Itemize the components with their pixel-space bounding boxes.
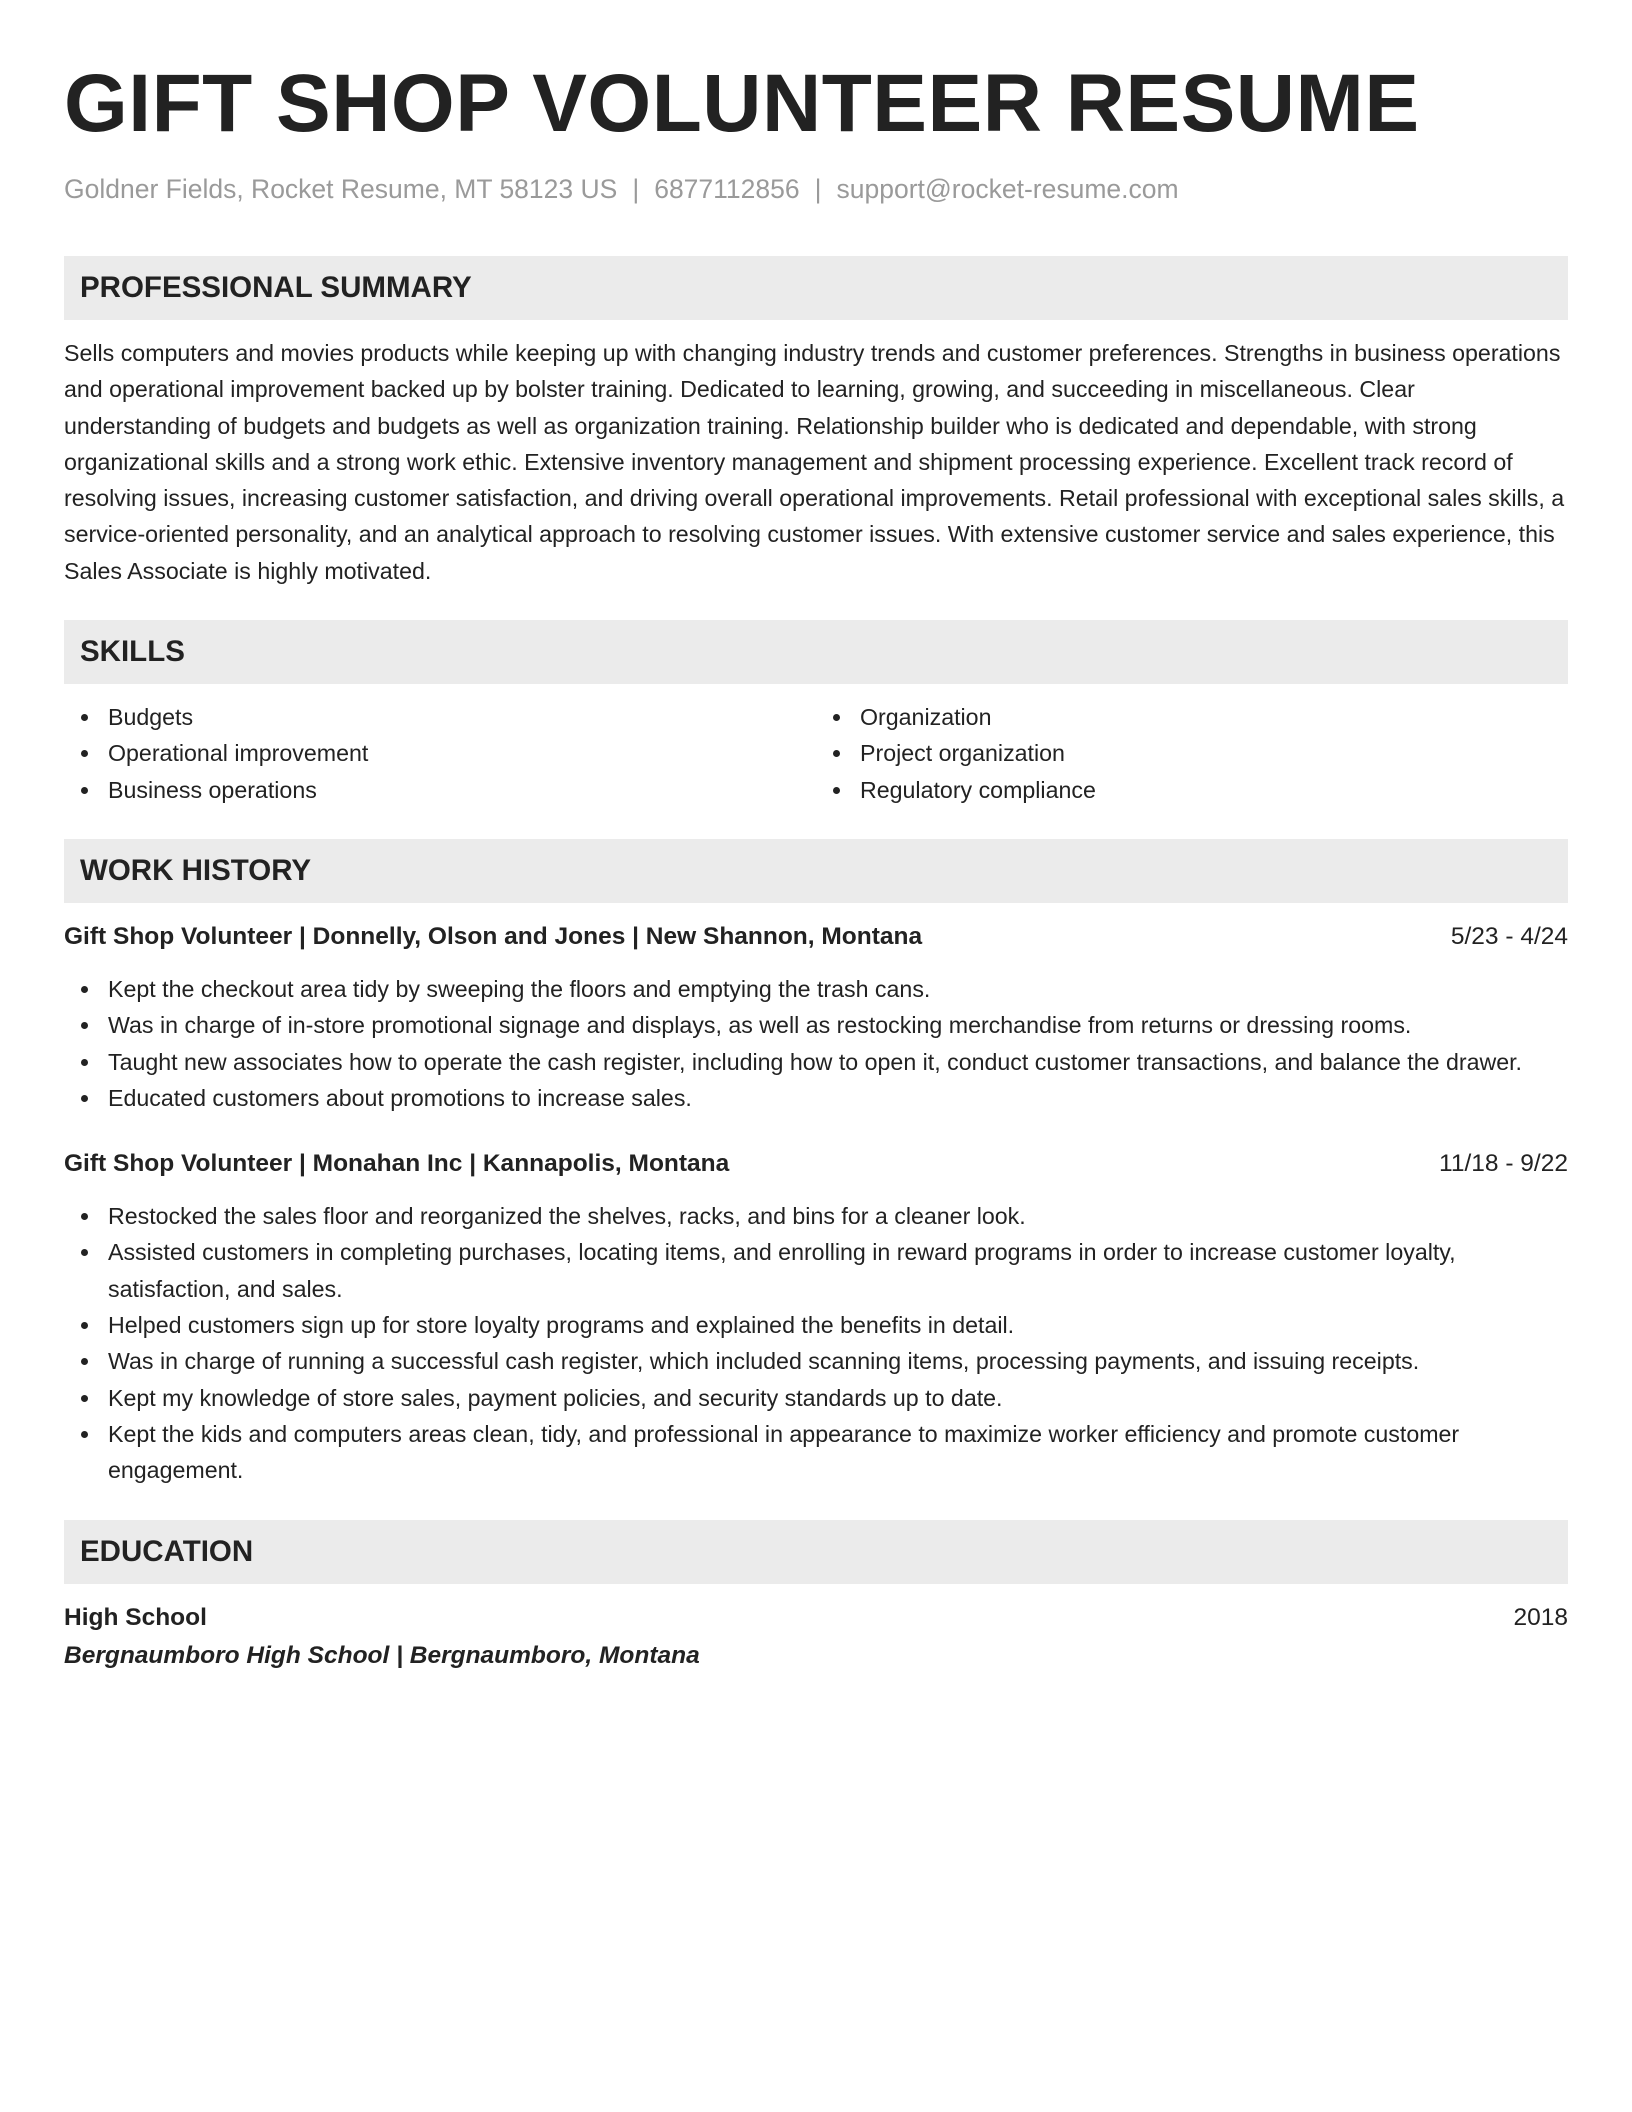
contact-phone: 6877112856	[654, 174, 800, 204]
job-bullet: Taught new associates how to operate the cash register, including how to open it, conduct customer transactions, and balance the drawer.	[64, 1044, 1568, 1080]
skill-item: Project organization	[816, 735, 1568, 771]
job-title: Gift Shop Volunteer | Monahan Inc | Kannapolis, Montana	[64, 1150, 730, 1178]
contact-separator: |	[814, 174, 822, 204]
skill-item: Budgets	[64, 699, 816, 735]
job-bullet: Educated customers about promotions to increase sales.	[64, 1080, 1568, 1116]
skill-item: Organization	[816, 699, 1568, 735]
job-entry	[64, 920, 1568, 1116]
section-header-work-history: WORK HISTORY	[64, 839, 1568, 903]
resume-title: GIFT SHOP VOLUNTEER RESUME	[64, 58, 1420, 149]
job-dates: 5/23 - 4/24	[1450, 922, 1568, 950]
job-bullet: Assisted customers in completing purchases, locating items, and enrolling in reward programs in order to increase customer loyalty, satisfaction, and sales.	[64, 1234, 1568, 1307]
job-title: Gift Shop Volunteer | Donnelly, Olson and Jones | New Shannon, Montana	[64, 922, 923, 950]
job-bullet: Restocked the sales floor and reorganized the shelves, racks, and bins for a cleaner look.	[64, 1198, 1568, 1234]
section-header-skills: SKILLS	[64, 620, 1568, 684]
education-year: 2018	[1513, 1603, 1568, 1631]
section-header-summary: PROFESSIONAL SUMMARY	[64, 256, 1568, 320]
skills-grid	[64, 699, 1568, 808]
contact-line	[64, 172, 1568, 206]
skill-item: Operational improvement	[64, 735, 816, 771]
skills-column-right	[816, 699, 1568, 808]
job-bullet: Kept the kids and computers areas clean, tidy, and professional in appearance to maximize worker efficiency and promote customer engagement.	[64, 1416, 1568, 1489]
job-bullet: Was in charge of running a successful cash register, which included scanning items, processing payments, and issuing receipts.	[64, 1343, 1568, 1379]
job-dates: 11/18 - 9/22	[1439, 1150, 1568, 1178]
contact-address: Goldner Fields, Rocket Resume, MT 58123 US	[64, 174, 618, 204]
section-header-education: EDUCATION	[64, 1520, 1568, 1584]
job-bullets	[64, 971, 1568, 1116]
job-bullet: Helped customers sign up for store loyalty programs and explained the benefits in detail.	[64, 1307, 1568, 1343]
job-bullet: Kept my knowledge of store sales, payment policies, and security standards up to date.	[64, 1380, 1568, 1416]
job-bullets	[64, 1198, 1568, 1488]
job-entry	[64, 1147, 1568, 1488]
summary-text: Sells computers and movies products while keeping up with changing industry trends and customer preferences. Strengths in business operations and operational improvement backed up by bolster training. Dedicated to learning, growing, and succeeding in miscellaneous. Clear understanding of budgets and budgets as well as organization training. Relationship builder who is dedicated and dependable, with strong organizational skills and a strong work ethic. Extensive inventory management and shipment processing experience. Excellent track record of resolving issues, increasing customer satisfaction, and driving overall operational improvements. Retail professional with exceptional sales skills, a service-oriented personality, and an analytical approach to resolving customer issues. With extensive customer service and sales experience, this Sales Associate is highly motivated.	[64, 340, 1565, 584]
contact-separator: |	[632, 174, 640, 204]
skills-column-left	[64, 699, 816, 808]
job-bullet: Was in charge of in-store promotional signage and displays, as well as restocking merchandise from returns or dressing rooms.	[64, 1007, 1568, 1043]
skill-item: Regulatory compliance	[816, 772, 1568, 808]
education-header	[64, 1601, 1568, 1635]
job-header	[64, 920, 1568, 954]
education-school: Bergnaumboro High School | Bergnaumboro, Montana	[64, 1641, 700, 1669]
job-header	[64, 1147, 1568, 1181]
education-entry	[64, 1601, 1568, 1673]
education-degree: High School	[64, 1603, 207, 1631]
skill-item: Business operations	[64, 772, 816, 808]
contact-email: support@rocket-resume.com	[836, 174, 1179, 204]
job-bullet: Kept the checkout area tidy by sweeping the floors and emptying the trash cans.	[64, 971, 1568, 1007]
